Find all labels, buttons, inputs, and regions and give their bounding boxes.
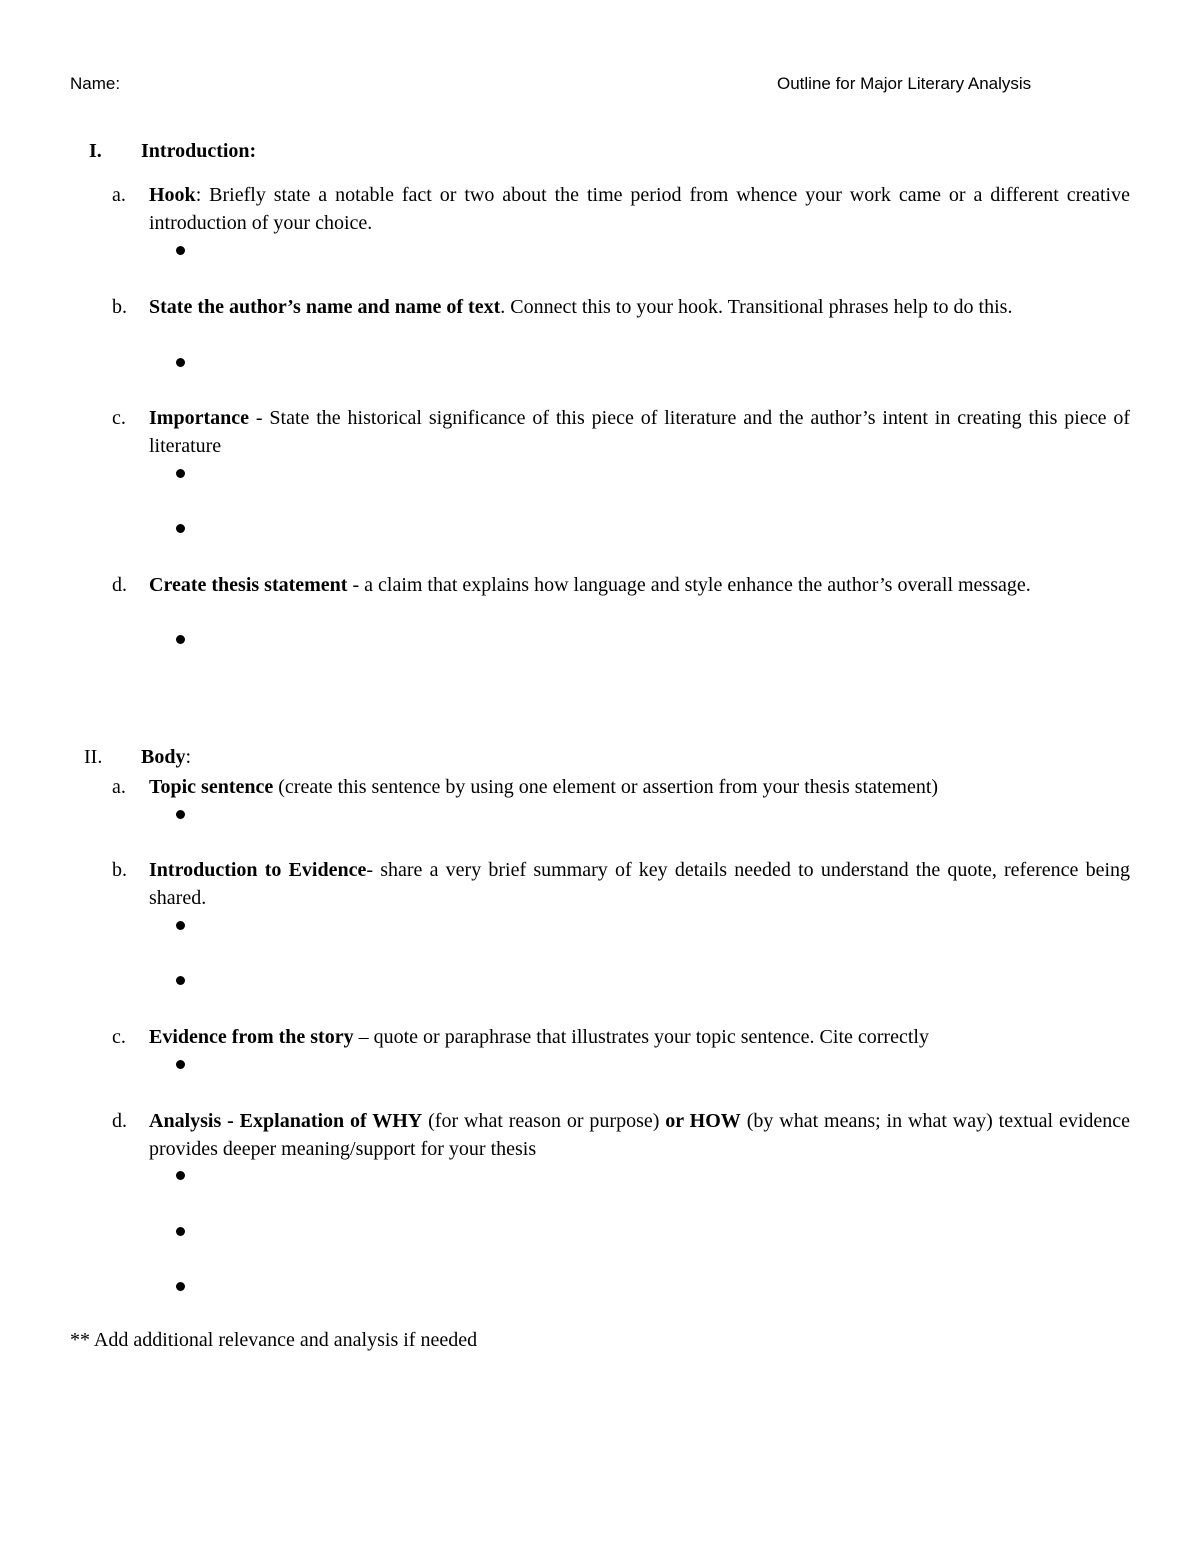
bullet-point [176,1282,185,1291]
section-title-body: Body: [141,746,192,768]
section-numeral-introduction: I. [89,140,102,162]
bullet-point [176,635,185,644]
bullet-point [176,976,185,985]
bullet-point [176,1171,185,1180]
outline-item-analysis: d. Analysis - Explanation of WHY (for what reason or purpose) or HOW (by what means; in what way) textual evidence provides deeper meaning/support for your thesis [112,1110,1131,1160]
outline-item-thesis-statement: d. Create thesis statement - a claim that explains how language and style enhance the author’s overall message. [112,574,1031,596]
bullet-point [176,469,185,478]
outline-item-hook: a. Hook: Briefly state a notable fact or two about the time period from whence your work came or a different creative introduction of your choice. [112,184,1130,234]
outline-item-evidence-from-story: c. Evidence from the story – quote or paraphrase that illustrates your topic sentence. Cite correctly [112,1026,929,1048]
outline-item-author-and-text: b. State the author’s name and name of text. Connect this to your hook. Transitional phrases help to do this. [112,296,1013,318]
footnote: ** Add additional relevance and analysis if needed [70,1329,478,1351]
outline-item-introduction-to-evidence: b. Introduction to Evidence- share a very brief summary of key details needed to understand the quote, reference being shared. [112,859,1130,909]
section-title-introduction: Introduction: [141,140,257,162]
bullet-point [176,1227,185,1236]
section-numeral-body: II. [84,746,103,768]
bullet-point [176,810,185,819]
bullet-point [176,921,185,930]
bullet-point [176,246,185,255]
name-label: Name: [70,74,121,93]
document-title: Outline for Major Literary Analysis [777,74,1032,93]
bullet-point [176,524,185,533]
outline-item-topic-sentence: a. Topic sentence (create this sentence by using one element or assertion from your thesis statement) [112,776,939,798]
bullet-point [176,1060,185,1069]
outline-item-importance: c. Importance - State the historical significance of this piece of literature and the author’s intent in creating this piece of literature [112,407,1130,457]
bullet-point [176,358,185,367]
